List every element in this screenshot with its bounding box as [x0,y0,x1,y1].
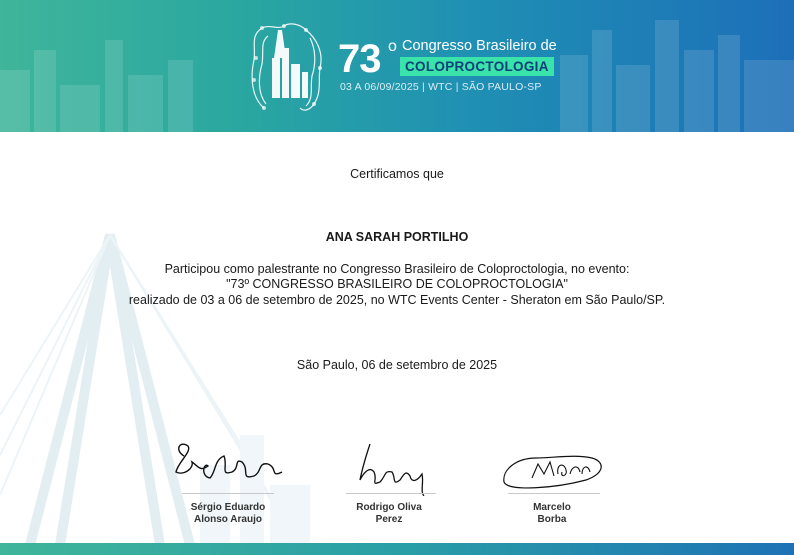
signatory-1-last: Alonso Araujo [194,514,262,525]
participation-line: Participou como palestrante no Congresso Brasileiro de Coloproctologia, no evento: [164,262,630,276]
congress-title: Congresso Brasileiro de [402,38,557,54]
city-skyline-background [0,0,794,132]
edition-number: 73 [338,37,381,81]
place-date: São Paulo, 06 de setembro de 2025 [296,358,498,372]
footer-bar [0,543,794,555]
congress-specialty-badge: COLOPROCTOLOGIA [400,57,554,76]
signature-1-line [182,493,274,494]
signature-1-image [170,432,290,492]
signatory-1-first: Sérgio Eduardo [190,502,266,513]
signatory-3-first: Marcelo [533,502,571,513]
header-banner [0,0,794,132]
signatory-1-name [168,502,288,526]
signature-2-line [346,493,436,494]
signature-1 [170,432,290,502]
signature-2-image [340,436,460,496]
intro-text: Certificamos que [350,167,444,181]
signature-3-image [496,444,616,500]
congress-info: 03 A 06/09/2025 | WTC | SÃO PAULO-SP [340,81,542,93]
signatory-3-name [492,502,612,526]
signatory-2-last: Perez [375,514,403,525]
edition-ordinal: o [388,38,397,55]
signatory-2-first: Rodrigo Oliva [356,502,422,513]
recipient-name: ANA SARAH PORTILHO [325,230,469,244]
signatory-2-name [329,502,449,526]
event-name: "73º CONGRESSO BRASILEIRO DE COLOPROCTOLOGIA" [226,277,568,291]
congress-logo-icon [244,18,328,114]
event-details: realizado de 03 a 06 de setembro de 2025, no WTC Events Center - Sheraton em São Paulo/SP. [128,293,666,307]
signatory-3-last: Borba [537,514,567,525]
signature-3-line [508,493,600,494]
signature-2 [340,436,460,506]
